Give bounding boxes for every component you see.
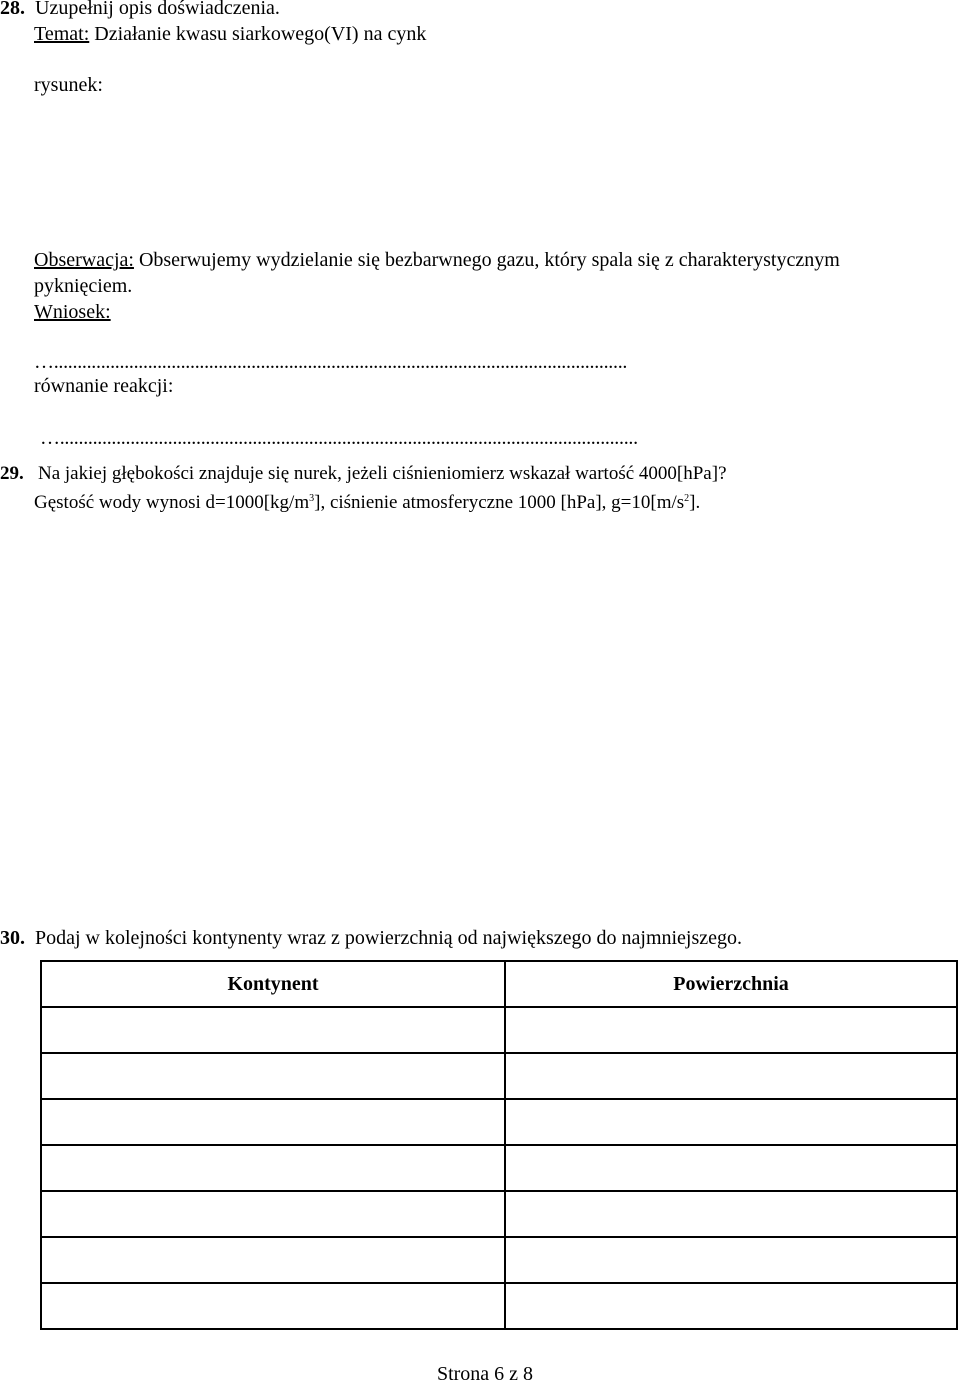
q29-sup-b: 2 xyxy=(684,493,690,504)
header-continent: Kontynent xyxy=(41,961,505,1007)
continent-cell[interactable] xyxy=(41,1007,505,1053)
continent-cell[interactable] xyxy=(41,1237,505,1283)
area-cell[interactable] xyxy=(505,1007,957,1053)
observation-text: Obserwujemy wydzielanie się bezbarwnego gazu, który spala się z charakterystycznym xyxy=(138,249,840,271)
observation-line-2: pyknięciem. xyxy=(34,275,133,297)
conclusion-answer-line[interactable]: ….......................................................................................................................... xyxy=(34,351,628,373)
table-row xyxy=(41,1053,957,1099)
q29-text-2a: Gęstość wody wynosi d=1000[kg/m xyxy=(34,492,310,513)
q29-line-1 xyxy=(0,462,727,486)
table-row xyxy=(41,1145,957,1191)
equation-label: równanie reakcji: xyxy=(34,375,174,397)
continents-table xyxy=(40,960,958,1330)
q29-text-1: Na jakiej głębokości znajduje się nurek, jeżeli ciśnieniomierz wskazał wartość 4000[hPa]? xyxy=(38,463,727,484)
continent-cell[interactable] xyxy=(41,1053,505,1099)
q28-number: 28. xyxy=(0,0,25,19)
table-row xyxy=(41,1191,957,1237)
area-cell[interactable] xyxy=(505,1053,957,1099)
drawing-label: rysunek: xyxy=(34,74,103,96)
q28-topic xyxy=(34,22,426,46)
q28-instruction: Uzupełnij opis doświadczenia. xyxy=(35,0,280,19)
area-cell[interactable] xyxy=(505,1191,957,1237)
page-number: Strona 6 z 8 xyxy=(436,1363,534,1385)
continent-cell[interactable] xyxy=(41,1191,505,1237)
continent-cell[interactable] xyxy=(41,1099,505,1145)
table-row xyxy=(41,1007,957,1053)
q30-heading xyxy=(0,926,742,950)
header-area: Powierzchnia xyxy=(505,961,957,1007)
observation-line-1 xyxy=(34,248,840,272)
table-header-row xyxy=(41,961,957,1007)
area-cell[interactable] xyxy=(505,1145,957,1191)
area-cell[interactable] xyxy=(505,1099,957,1145)
continent-cell[interactable] xyxy=(41,1145,505,1191)
table-row xyxy=(41,1237,957,1283)
q28-heading xyxy=(0,0,280,20)
area-cell[interactable] xyxy=(505,1283,957,1329)
equation-answer-line[interactable]: …........................................................................................................................... xyxy=(40,427,638,449)
q29-line-2 xyxy=(34,487,700,515)
q29-sup-a: 3 xyxy=(309,493,315,504)
q30-instruction: Podaj w kolejności kontynenty wraz z powierzchnią od największego do najmniejszego. xyxy=(35,927,743,949)
observation-label: Obserwacja: xyxy=(34,249,134,271)
q29-text-2b: ], ciśnienie atmosferyczne 1000 [hPa], g=10[m/s xyxy=(314,492,685,513)
topic-label: Temat: xyxy=(34,23,90,45)
topic-text: Działanie kwasu siarkowego(VI) na cynk xyxy=(94,23,427,45)
conclusion-label: Wniosek: xyxy=(34,301,111,323)
q29-number: 29. xyxy=(0,463,24,484)
table-row xyxy=(41,1099,957,1145)
continent-cell[interactable] xyxy=(41,1283,505,1329)
area-cell[interactable] xyxy=(505,1237,957,1283)
q30-number: 30. xyxy=(0,927,25,949)
q29-text-2c: ]. xyxy=(689,492,701,513)
table-row xyxy=(41,1283,957,1329)
